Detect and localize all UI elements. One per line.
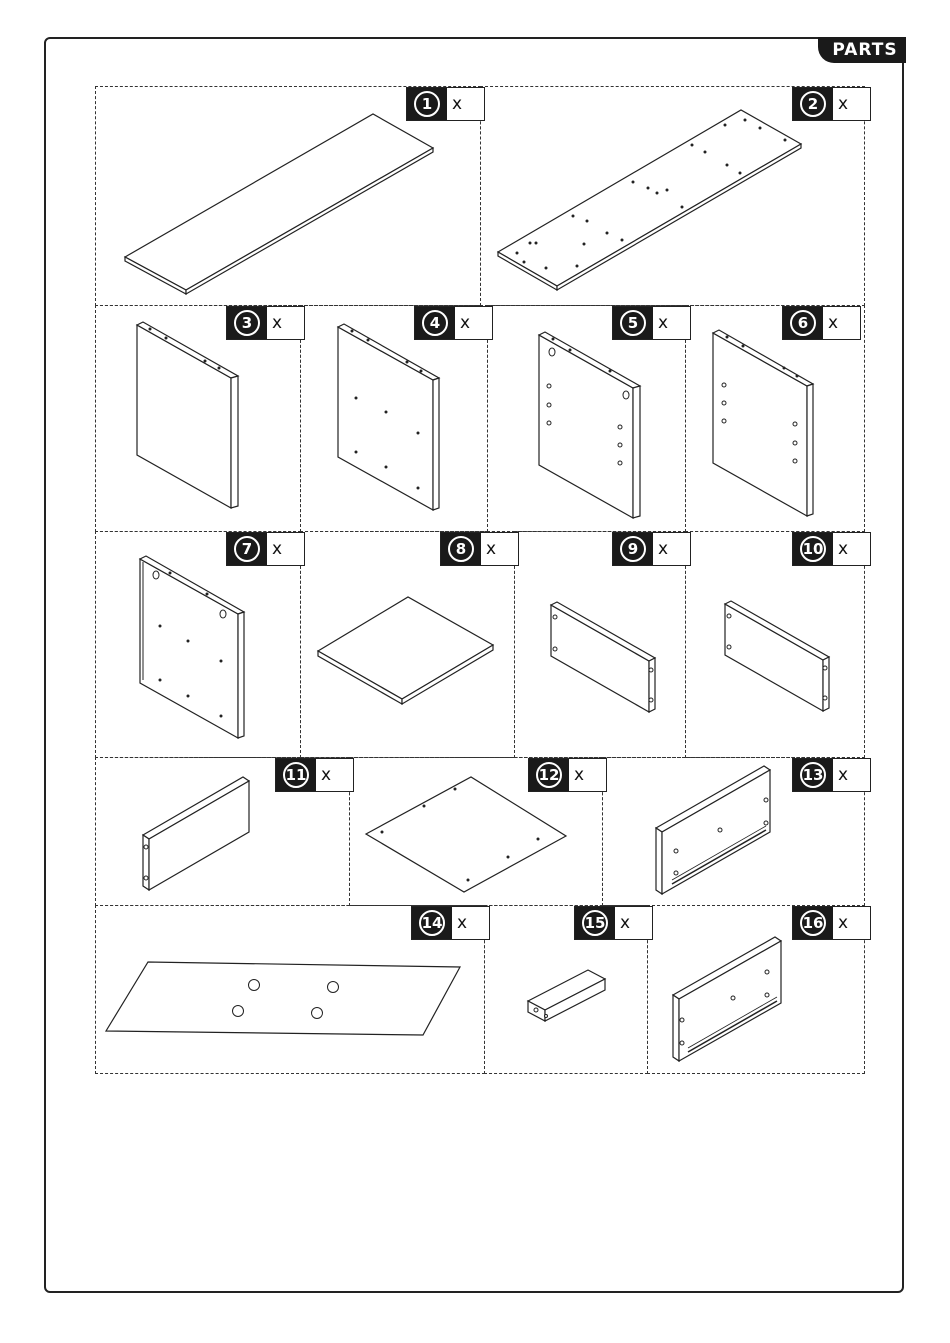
part-14-panel-drawing <box>106 962 460 1035</box>
part-8-quantity: x <box>486 539 497 559</box>
part-16-badge <box>792 906 871 940</box>
part-5-number: 5 <box>620 310 646 336</box>
part-12-quantity: x <box>574 765 585 785</box>
part-15-badge <box>574 906 653 940</box>
part-6-quantity: x <box>828 313 839 333</box>
part-1-board-drawing <box>125 114 433 294</box>
part-5-panel-drawing <box>539 332 640 518</box>
part-1-number: 1 <box>414 91 440 117</box>
part-16-quantity: x <box>838 913 849 933</box>
part-1-badge <box>406 87 485 121</box>
part-13-number: 13 <box>800 762 826 788</box>
part-4-quantity: x <box>460 313 471 333</box>
part-10-rail-drawing <box>725 601 829 711</box>
part-3-panel-drawing <box>137 322 238 508</box>
part-15-quantity: x <box>620 913 631 933</box>
part-7-quantity: x <box>272 539 283 559</box>
part-16-board-drawing <box>673 937 781 1061</box>
part-11-quantity: x <box>321 765 332 785</box>
part-5-quantity: x <box>658 313 669 333</box>
part-4-panel-drawing <box>338 324 439 510</box>
part-12-badge <box>528 758 607 792</box>
part-2-board-drawing <box>498 110 801 290</box>
part-13-badge <box>792 758 871 792</box>
part-4-number: 4 <box>422 310 448 336</box>
part-2-number: 2 <box>800 91 826 117</box>
part-2-quantity: x <box>838 94 849 114</box>
part-6-number: 6 <box>790 310 816 336</box>
part-13-board-drawing <box>656 766 770 894</box>
part-3-badge <box>226 306 305 340</box>
part-14-number: 14 <box>419 910 445 936</box>
part-10-badge <box>792 532 871 566</box>
part-6-panel-drawing <box>713 330 813 516</box>
part-14-badge <box>411 906 490 940</box>
part-3-number: 3 <box>234 310 260 336</box>
part-12-backpanel-drawing <box>366 777 566 892</box>
part-16-number: 16 <box>800 910 826 936</box>
part-3-quantity: x <box>272 313 283 333</box>
part-14-quantity: x <box>457 913 468 933</box>
part-7-panel-drawing <box>140 556 244 738</box>
part-7-number: 7 <box>234 536 260 562</box>
part-11-number: 11 <box>283 762 309 788</box>
part-11-board-drawing <box>143 777 249 890</box>
part-9-rail-drawing <box>551 602 655 712</box>
part-8-shelf-drawing <box>318 597 493 704</box>
part-15-block-drawing <box>528 970 605 1021</box>
part-10-quantity: x <box>838 539 849 559</box>
part-11-badge <box>275 758 354 792</box>
parts-tab-label: PARTS <box>832 40 898 60</box>
part-15-number: 15 <box>582 910 608 936</box>
part-9-number: 9 <box>620 536 646 562</box>
part-5-badge <box>612 306 691 340</box>
part-8-badge <box>440 532 519 566</box>
part-10-number: 10 <box>800 536 826 562</box>
part-2-badge <box>792 87 871 121</box>
part-9-badge <box>612 532 691 566</box>
part-7-badge <box>226 532 305 566</box>
part-12-number: 12 <box>536 762 562 788</box>
part-9-quantity: x <box>658 539 669 559</box>
part-4-badge <box>414 306 493 340</box>
part-8-number: 8 <box>448 536 474 562</box>
part-6-badge <box>782 306 861 340</box>
part-13-quantity: x <box>838 765 849 785</box>
part-1-quantity: x <box>452 94 463 114</box>
